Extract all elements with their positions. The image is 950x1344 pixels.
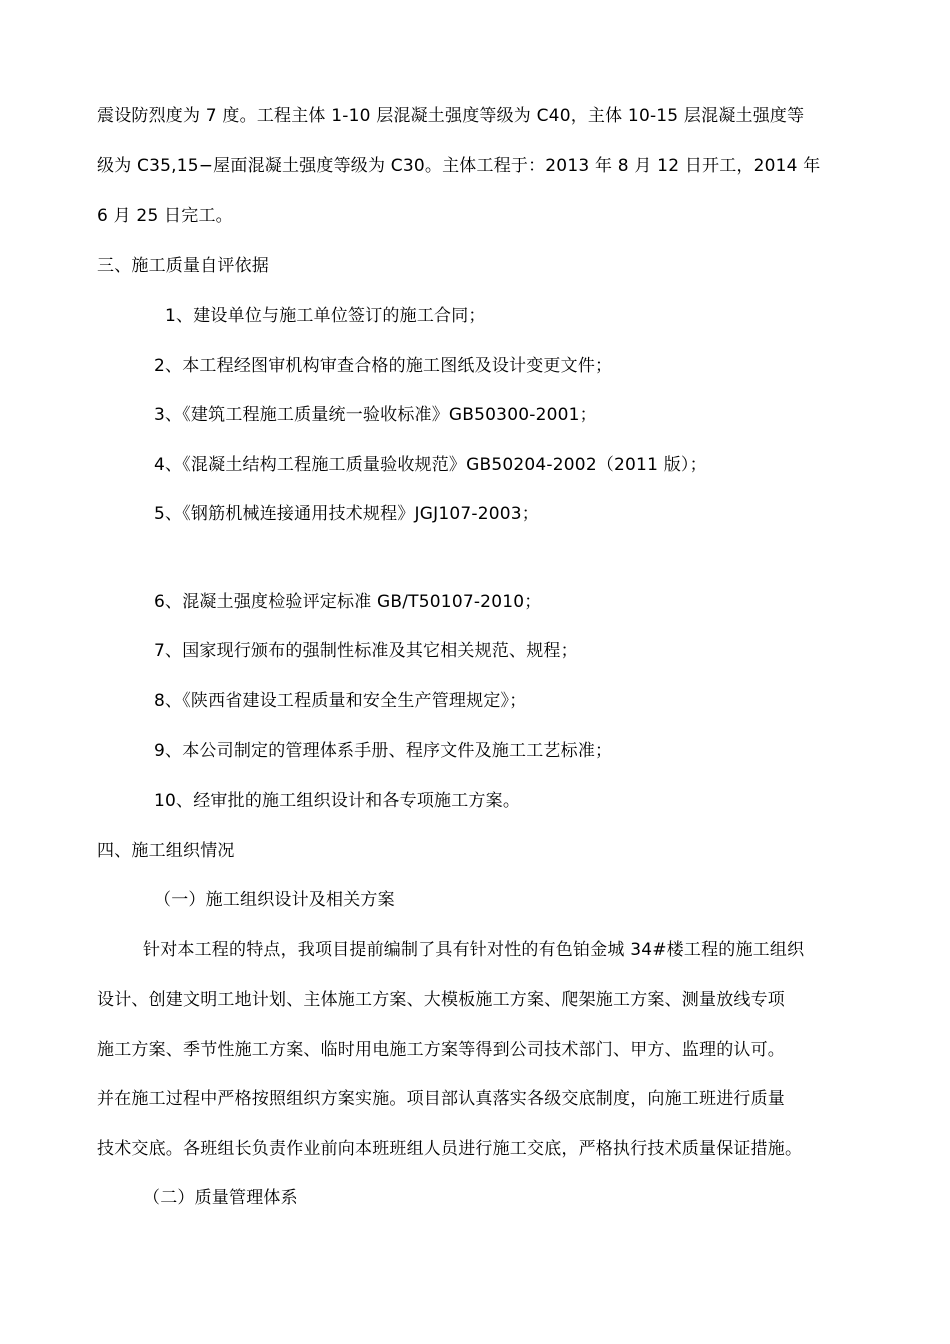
basis-item-9: 9、本公司制定的管理体系手册、程序文件及施工工艺标准；	[154, 741, 613, 761]
paragraph-line-1: 针对本工程的特点，我项目提前编制了具有针对性的有色铂金城 34#楼工程的施工组织	[143, 940, 805, 960]
basis-item-7: 7、国家现行颁布的强制性标准及其它相关规范、规程；	[154, 641, 578, 661]
basis-item-6: 6、混凝土强度检验评定标准 GB/T50107-2010；	[154, 592, 542, 612]
intro-line-2: 级为 C35,15−屋面混凝土强度等级为 C30。主体工程于：2013 年 8 月 12 日开工，2014 年	[97, 156, 821, 176]
subsection-2-heading: （二）质量管理体系	[143, 1188, 298, 1208]
basis-item-10: 10、经审批的施工组织设计和各专项施工方案。	[154, 791, 521, 811]
paragraph-line-5: 技术交底。各班组长负责作业前向本班班组人员进行施工交底，严格执行技术质量保证措施。	[97, 1139, 803, 1159]
paragraph-line-4: 并在施工过程中严格按照组织方案实施。项目部认真落实各级交底制度，向施工班进行质量	[97, 1089, 785, 1109]
section-4-heading: 四、施工组织情况	[97, 841, 235, 861]
paragraph-line-3: 施工方案、季节性施工方案、临时用电施工方案等得到公司技术部门、甲方、监理的认可。	[97, 1040, 785, 1060]
intro-line-3: 6 月 25 日完工。	[97, 206, 233, 226]
section-3-heading: 三、施工质量自评依据	[97, 256, 269, 276]
basis-item-2: 2、本工程经图审机构审查合格的施工图纸及设计变更文件；	[154, 356, 613, 376]
basis-item-4: 4、《混凝土结构工程施工质量验收规范》GB50204-2002（2011 版）；	[154, 455, 707, 475]
basis-item-3: 3、《建筑工程施工质量统一验收标准》GB50300-2001；	[154, 405, 597, 425]
intro-line-1: 震设防烈度为 7 度。工程主体 1-10 层混凝土强度等级为 C40，主体 10-15 层混凝土强度等	[97, 106, 805, 126]
basis-item-8: 8、《陕西省建设工程质量和安全生产管理规定》；	[154, 691, 527, 711]
basis-item-5: 5、《钢筋机械连接通用技术规程》JGJ107-2003；	[154, 504, 539, 524]
basis-item-1: 1、建设单位与施工单位签订的施工合同；	[165, 306, 486, 326]
subsection-1-heading: （一）施工组织设计及相关方案	[154, 890, 395, 910]
paragraph-line-2: 设计、创建文明工地计划、主体施工方案、大模板施工方案、爬架施工方案、测量放线专项	[97, 990, 785, 1010]
